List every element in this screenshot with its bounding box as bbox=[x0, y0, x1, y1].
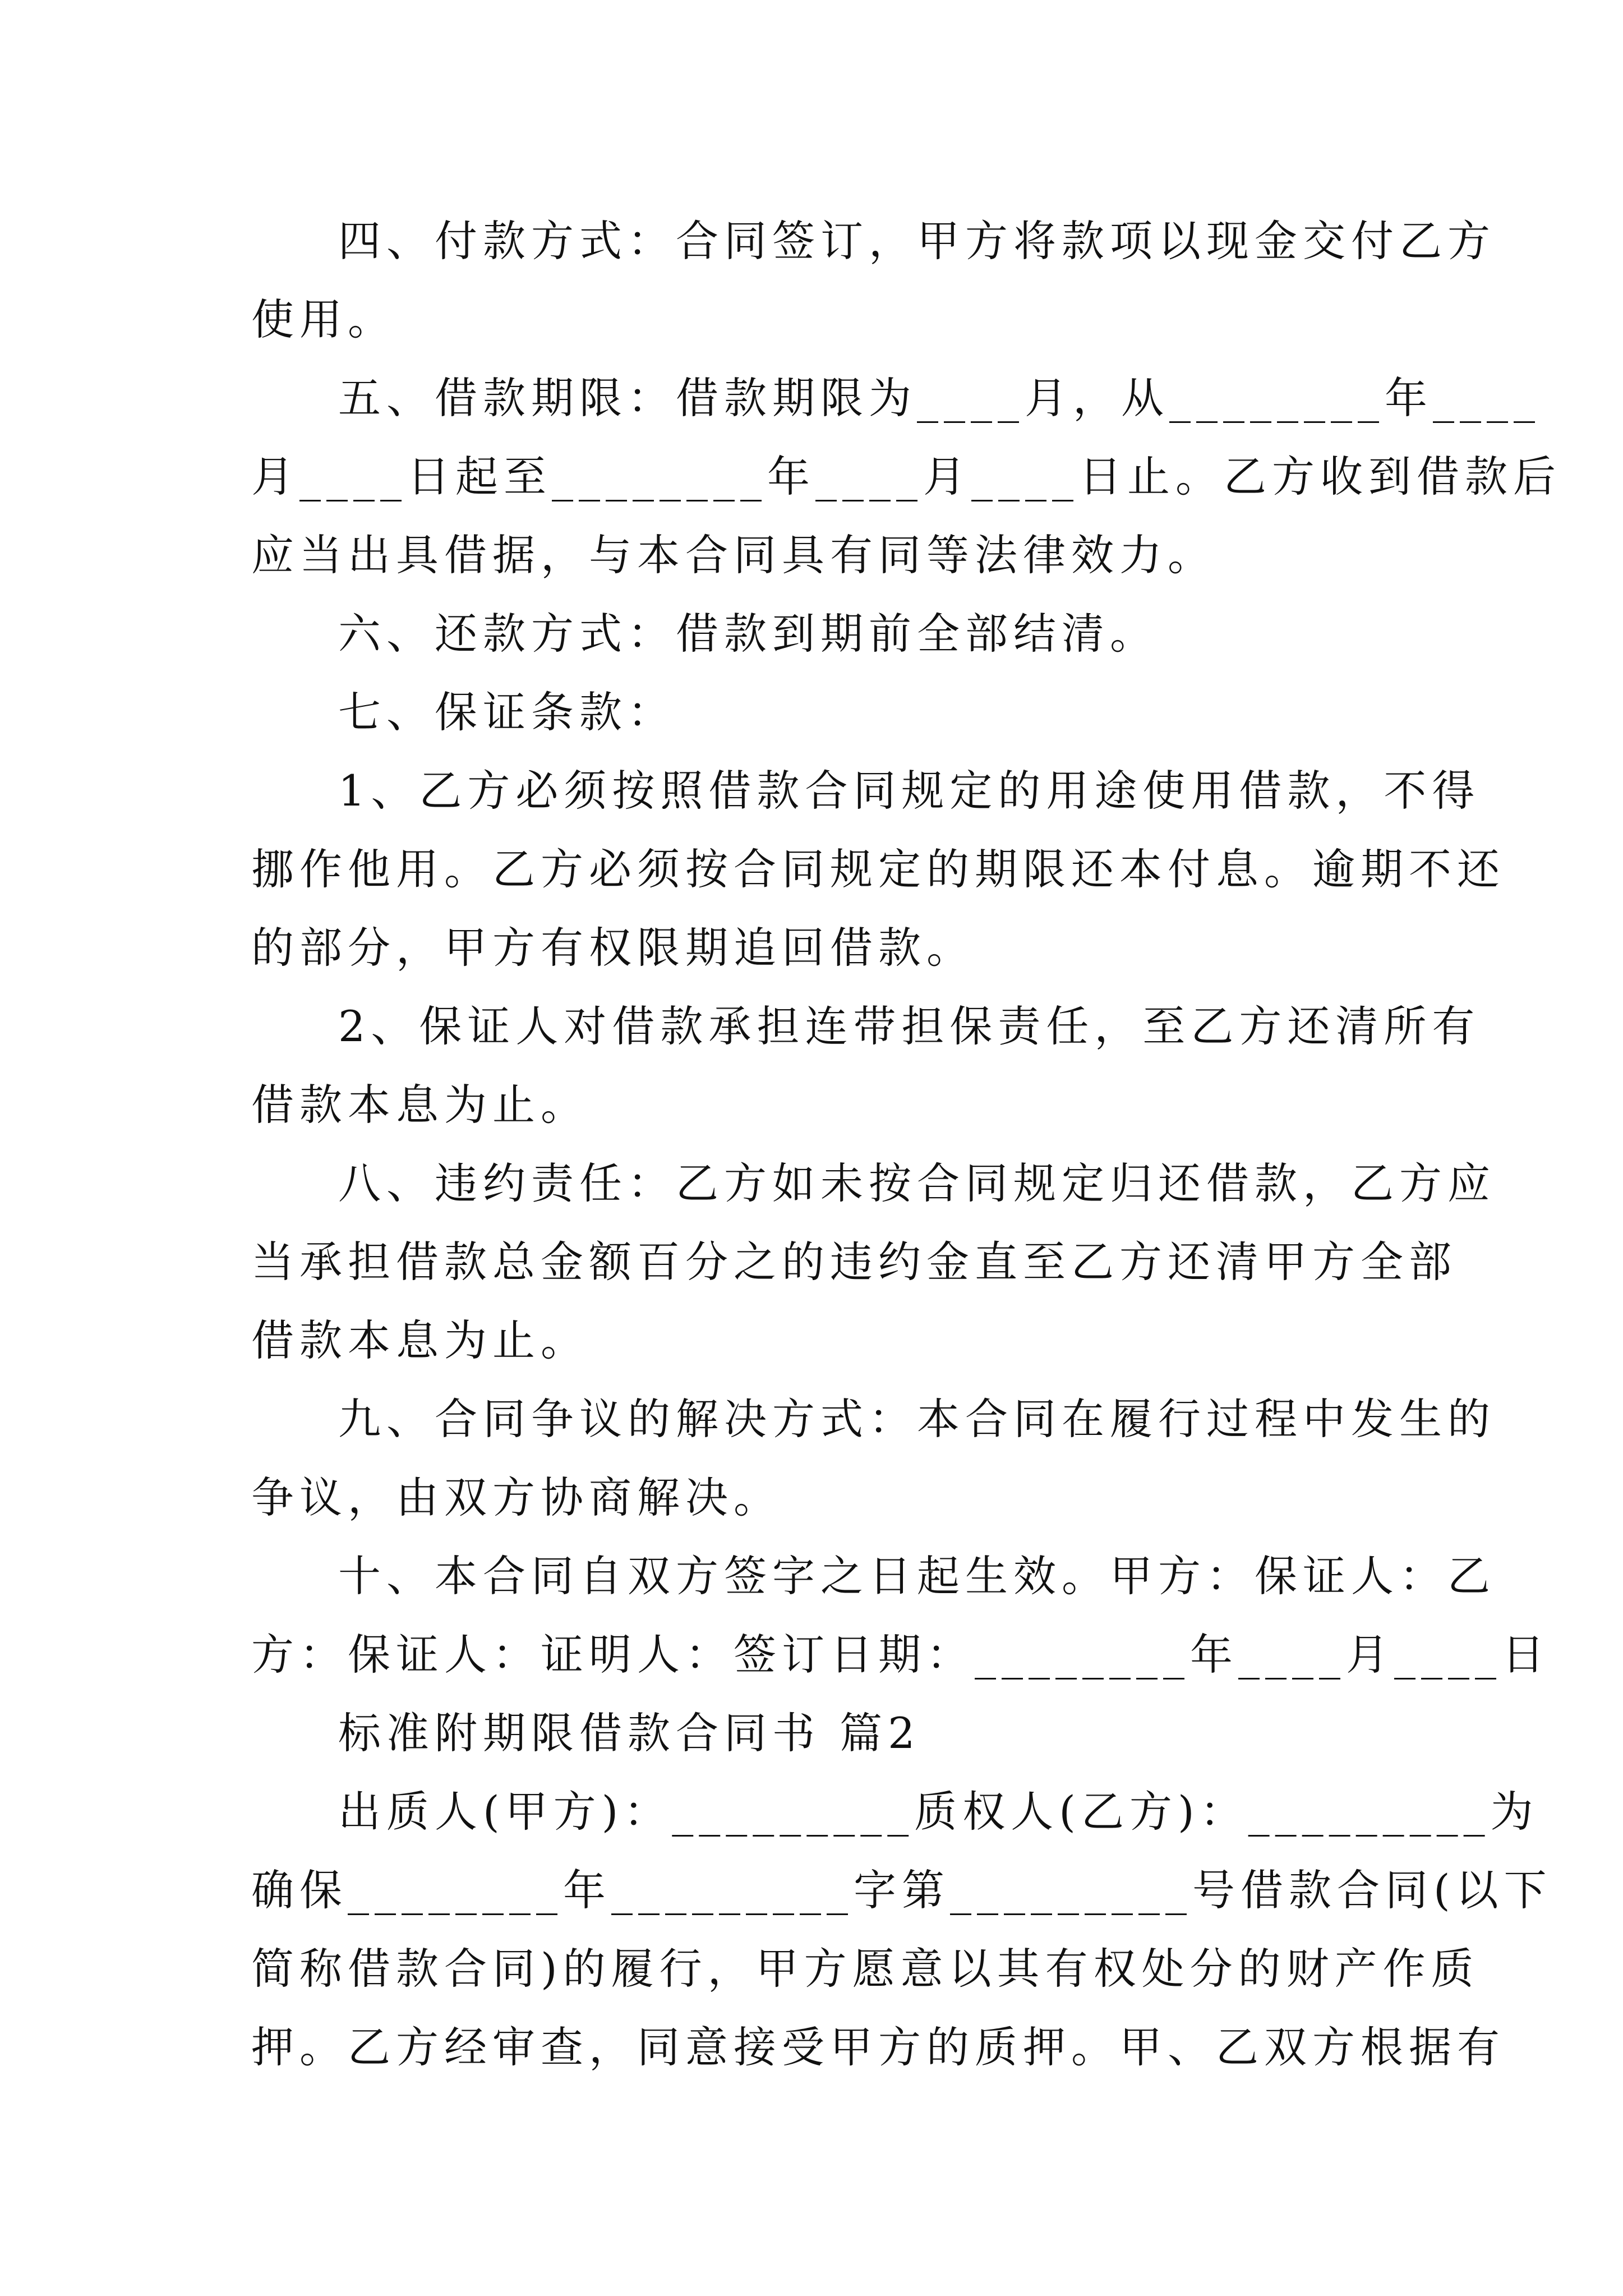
text-line: 押。乙方经审查，同意接受甲方的质押。甲、乙双方根据有 bbox=[251, 2022, 1505, 2072]
text-line: 月____日起至________年____月____日止。乙方收到借款后 bbox=[251, 452, 1561, 501]
text-line: 借款本息为止。 bbox=[251, 1080, 589, 1130]
text-line: 2、保证人对借款承担连带担保责任，至乙方还清所有 bbox=[338, 1001, 1481, 1051]
text-line: 确保________年_________字第_________号借款合同(以下 bbox=[251, 1865, 1552, 1915]
text-line: 出质人(甲方)：_________质权人(乙方)：_________为 bbox=[338, 1787, 1539, 1837]
text-line: 挪作他用。乙方必须按合同规定的期限还本付息。逾期不还 bbox=[251, 844, 1505, 894]
text-line: 应当出具借据，与本合同具有同等法律效力。 bbox=[251, 530, 1216, 580]
text-line: 的部分，甲方有权限期追回借款。 bbox=[251, 923, 975, 973]
text-line: 使用。 bbox=[251, 295, 396, 344]
text-line: 简称借款合同)的履行，甲方愿意以其有权处分的财产作质 bbox=[251, 1944, 1479, 1994]
text-line: 十、本合同自双方签字之日起生效。甲方：保证人：乙 bbox=[338, 1551, 1496, 1601]
text-line: 方：保证人：证明人：签订日期：________年____月____日 bbox=[251, 1630, 1550, 1680]
text-line: 七、保证条款： bbox=[338, 687, 676, 737]
text-line: 九、合同争议的解决方式：本合同在履行过程中发生的 bbox=[338, 1394, 1496, 1444]
section-heading: 标准附期限借款合同书 篇2 bbox=[338, 1708, 921, 1758]
text-line: 1、乙方必须按照借款合同规定的用途使用借款，不得 bbox=[338, 766, 1481, 816]
text-line: 六、还款方式：借款到期前全部结清。 bbox=[338, 609, 1158, 659]
text-line: 八、违约责任：乙方如未按合同规定归还借款，乙方应 bbox=[338, 1158, 1496, 1208]
text-line: 五、借款期限：借款期限为____月，从________年____ bbox=[338, 373, 1541, 423]
text-line: 当承担借款总金额百分之的违约金直至乙方还清甲方全部 bbox=[251, 1237, 1457, 1287]
text-line: 借款本息为止。 bbox=[251, 1315, 589, 1365]
text-line: 争议，由双方协商解决。 bbox=[251, 1473, 782, 1522]
text-line: 四、付款方式：合同签订，甲方将款项以现金交付乙方 bbox=[338, 216, 1496, 266]
